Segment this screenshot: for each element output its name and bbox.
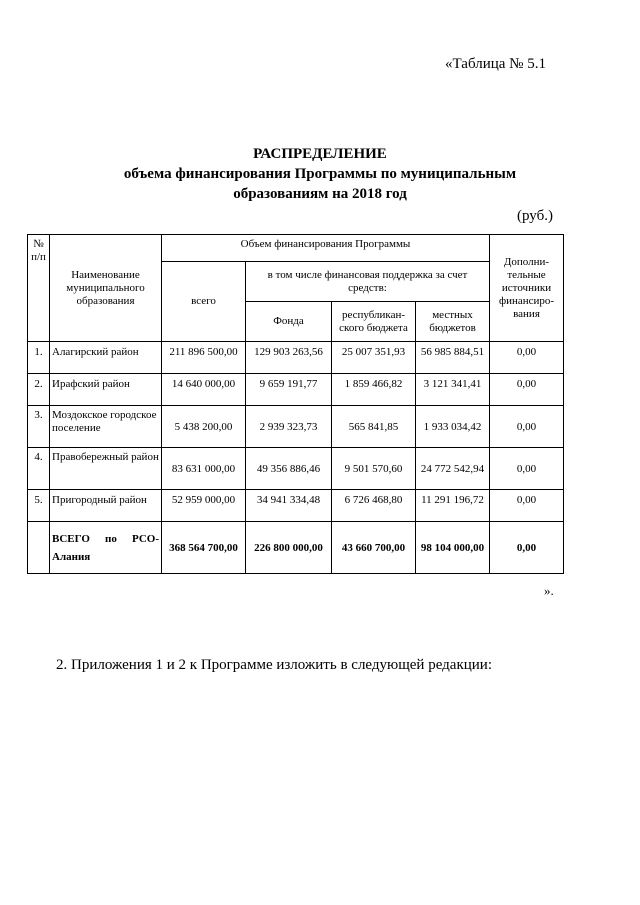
header-republic-budget: республикан-ского бюджета [332, 302, 416, 342]
row-municipality: Правобережный район [50, 448, 162, 490]
document-subtitle-line2: образованиям на 2018 год [233, 186, 407, 202]
row-number: 5. [28, 490, 50, 522]
row-total: 211 896 500,00 [162, 342, 246, 374]
header-fund: Фонда [246, 302, 332, 342]
row-local: 24 772 542,94 [416, 448, 490, 490]
closing-quote: ». [544, 583, 554, 598]
table-row [28, 342, 564, 374]
row-total: 52 959 000,00 [162, 490, 246, 522]
table-row [28, 490, 564, 522]
total-row-label: ВСЕГО по РСО-Алания [50, 522, 162, 574]
row-fund: 2 939 323,73 [246, 406, 332, 448]
total-row-number [28, 522, 50, 574]
financing-table [27, 234, 564, 574]
document-subtitle-line1: объема финансирования Программы по муниципальным [123, 166, 517, 182]
row-local: 1 933 034,42 [416, 406, 490, 448]
total-row [28, 522, 564, 574]
total-row-republic: 43 660 700,00 [332, 522, 416, 574]
total-row-total: 368 564 700,00 [162, 522, 246, 574]
row-additional: 0,00 [490, 448, 564, 490]
row-additional: 0,00 [490, 490, 564, 522]
row-republic: 6 726 468,80 [332, 490, 416, 522]
total-row-local: 98 104 000,00 [416, 522, 490, 574]
row-municipality: Пригородный район [50, 490, 162, 522]
row-number: 4. [28, 448, 50, 490]
row-municipality: Алагирский район [50, 342, 162, 374]
row-number: 3. [28, 406, 50, 448]
row-municipality: Моздокское городское поселение [50, 406, 162, 448]
row-number: 1. [28, 342, 50, 374]
header-number: № п/п [28, 235, 50, 342]
row-fund: 34 941 334,48 [246, 490, 332, 522]
row-republic: 565 841,85 [332, 406, 416, 448]
row-additional: 0,00 [490, 342, 564, 374]
row-additional: 0,00 [490, 374, 564, 406]
table-row [28, 448, 564, 490]
row-total: 14 640 000,00 [162, 374, 246, 406]
table-row [28, 374, 564, 406]
row-local: 3 121 341,41 [416, 374, 490, 406]
row-republic: 25 007 351,93 [332, 342, 416, 374]
document-title: РАСПРЕДЕЛЕНИЕ [253, 146, 387, 162]
row-municipality: Ирафский район [50, 374, 162, 406]
row-total: 5 438 200,00 [162, 406, 246, 448]
row-number: 2. [28, 374, 50, 406]
header-additional-sources: Дополни-тельные источники финансиро-вания [490, 235, 564, 342]
row-local: 11 291 196,72 [416, 490, 490, 522]
row-total: 83 631 000,00 [162, 448, 246, 490]
row-local: 56 985 884,51 [416, 342, 490, 374]
header-including: в том числе финансовая поддержка за счет средств: [246, 262, 490, 302]
total-row-additional: 0,00 [490, 522, 564, 574]
row-additional: 0,00 [490, 406, 564, 448]
header-program-volume: Объем финансирования Программы [162, 235, 490, 262]
row-fund: 129 903 263,56 [246, 342, 332, 374]
row-fund: 49 356 886,46 [246, 448, 332, 490]
table-row [28, 406, 564, 448]
header-local-budgets: местных бюджетов [416, 302, 490, 342]
total-row-fund: 226 800 000,00 [246, 522, 332, 574]
header-total: всего [162, 262, 246, 342]
header-municipality: Наименование муниципального образования [50, 235, 162, 342]
row-republic: 9 501 570,60 [332, 448, 416, 490]
row-fund: 9 659 191,77 [246, 374, 332, 406]
row-republic: 1 859 466,82 [332, 374, 416, 406]
table-label: «Таблица № 5.1 [445, 56, 546, 72]
currency-unit: (руб.) [517, 208, 553, 224]
body-paragraph: 2. Приложения 1 и 2 к Программе изложить в следующей редакции: [56, 657, 492, 673]
